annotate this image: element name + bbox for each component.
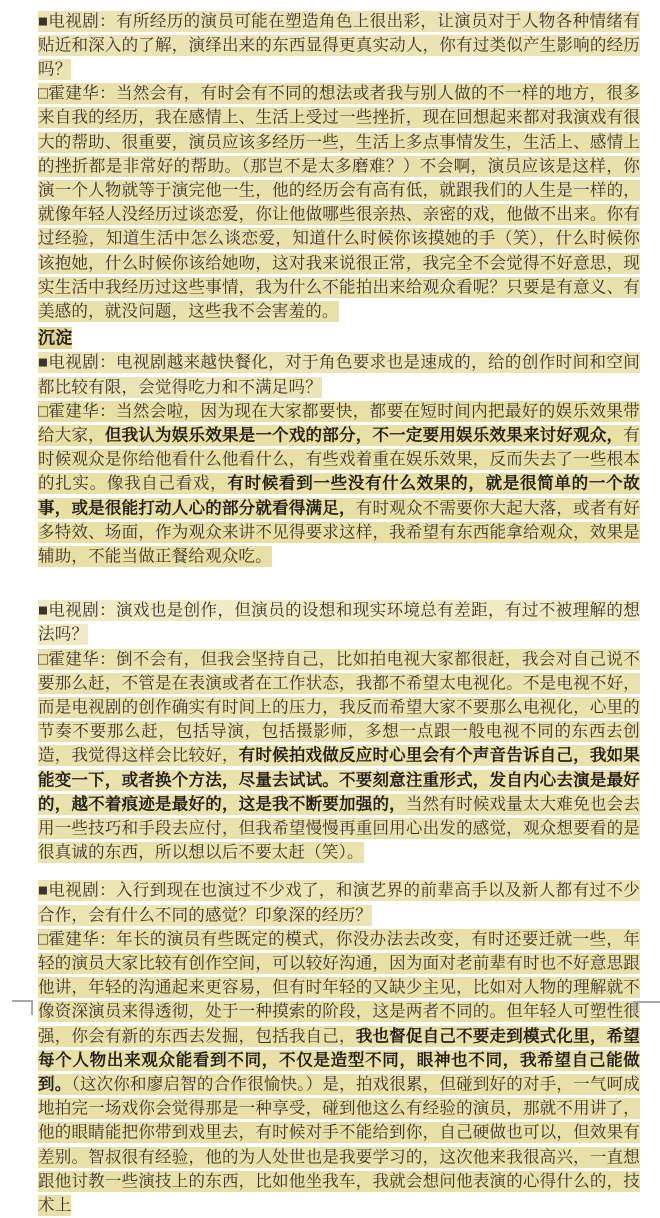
highlighted-text: （这次你和廖启智的合作很愉快。）是，拍戏很累，但碰到好的对手，一气呵成地拍完一场戏你会觉得那是一种享受，碰到他这么有经验的演员，那就不用讲了，他的眼睛能把你带到戏里去，有时候对手不能给到你，自己硬做也可以，但效果有差别。智叔很有经验，他的为人处世也是我要学习的，这次他来我很高兴，一直想跟他讨教一些演技上的东西，比如他坐我车，我就会想问他表演的心得什么的，技术上 [38,1075,640,1215]
question-paragraph [38,599,640,647]
highlighted-text: ■电视剧：入行到现在也演过不少戏了，和演艺界的前辈高手以及新人都有过不少合作，会有什么不同的感觉？印象深的经历？ [38,881,640,925]
answer-paragraph [38,82,640,324]
table-corner-right-mark [633,1001,660,1015]
highlighted-text: 当然有时候戏量太大难免也会去用一些技巧和手段去应付，但我希望慢慢再重回用心出发的感觉，观众想要看的是很真诚的东西，所以想以后不要太赶（笑）。 [38,795,640,862]
question-paragraph [38,351,640,399]
highlighted-bold-text: 沉淀 [38,328,73,348]
question-paragraph [38,879,640,927]
highlighted-text: 有时候观众是你给他看什么他看什么，有些戏着重在娱乐效果，反而失去了一些根本的扎实。像我自己看戏， [38,426,640,493]
highlighted-text: 有时观众不需要你大起大落，或者有好多特效、场面，作为观众来讲不见得要求这样，我希望有东西能拿给观众，效果是辅助，不能当做正餐给观众吃。 [38,499,640,566]
highlighted-text: □霍建华：年长的演员有些既定的模式，你没办法去改变，有时还要迁就一些，年轻的演员大家比较有创作空间，可以较好沟通，因为面对老前辈有时也不好意思跟他讲，年轻的沟通起来更容易，但有时年轻的又缺少主见，比如对人物的理解就不像资深演员来得透彻，处于一种摸索的阶段，这是两者不同的。但年轻人可塑性很强，你会有新的东西去发掘，包括我自己， [38,930,640,1046]
highlighted-bold-text: 但我认为娱乐效果是一个戏的部分，不一定要用娱乐效果来讨好观众， [104,426,624,445]
highlighted-text: ■电视剧：演戏也是创作，但演员的设想和现实环境总有差距，有过不被理解的想法吗？ [38,601,640,644]
highlighted-text: ■电视剧：有所经历的演员可能在塑造角色上很出彩，让演员对于人物各种情绪有贴近和深入的了解，演绎出来的东西显得更真实动人，你有过类似产生影响的经历吗？ [38,12,640,79]
table-corner-left-mark [12,1000,33,1015]
highlighted-bold-text: 有时候看到一些没有什么效果的，就是很简单的一个故事，或是很能打动人心的部分就看得满足， [38,474,640,518]
answer-paragraph [38,647,640,865]
highlighted-text: □霍建华：倒不会有，但我会坚持自己，比如拍电视大家都很赶，我会对自己说不要那么赶，不管是在表演或者在工作状态，我都不希望太电视化。不是电视不好，而是电视剧的创作确实有时间上的压力，我反而希望大家不要那么电视化，心里的节奏不要那么赶，包括导演，包括摄影师，多想一点跟一般电视不同的东西去创造，我觉得这样会比较好， [38,650,640,765]
highlighted-text: ■电视剧：电视剧越来越快餐化，对于角色要求也是速成的，给的创作时间和空间都比较有限，会觉得吃力和不满足吗？ [38,353,640,397]
highlighted-bold-text: 我也督促自己不要走到模式化里，希望每个人物出来观众能看到不同，不仅是造型不同，眼神也不同，我希望自己能做到。 [38,1027,640,1094]
section-header [38,327,640,351]
question-paragraph [38,9,640,82]
highlighted-text: □霍建华：当然会啦，因为现在大家都要快，都要在短时间内把最好的娱乐效果带给大家， [38,402,640,445]
highlighted-text: □霍建华：当然会有，有时会有不同的想法或者我与别人做的不一样的地方，很多来自我的经历，我在感情上、生活上受过一些挫折，现在回想起来都对我演戏有很大的帮助、很重要，演员应该多经历一些，生活上多点事情发生，生活上、感情上的挫折都是非常好的帮助。（那岂不是太多磨难？）不会啊，演员应该是这样，你演一个人物就等于演完他一生，他的经历会有高有低，就跟我们的人生是一样的，就像年轻人没经历过谈恋爱，你让他做哪些很亲热、亲密的戏，他做不出来。你有过经验，知道生活中怎么谈恋爱，知道什么时候你该摸她的手（笑），什么时候你该抱她，什么时候你该给她吻，这对我来说很正常，我完全不会觉得不好意思，现实生活中我经历过这些事情，我为什么不能拍出来给观众看呢？只要是有意义、有美感的，就没问题，这些我不会害羞的。 [38,84,640,321]
highlighted-bold-text: 有时候拍戏做反应时心里会有个声音告诉自己，我如果能变一下，或者换个方法，尽量去试试。不要刻意注重形式，发自内心去演是最好的，越不着痕迹是最好的，这是我不断要加强的， [38,746,640,814]
answer-paragraph [38,927,640,1217]
answer-paragraph [38,399,640,568]
